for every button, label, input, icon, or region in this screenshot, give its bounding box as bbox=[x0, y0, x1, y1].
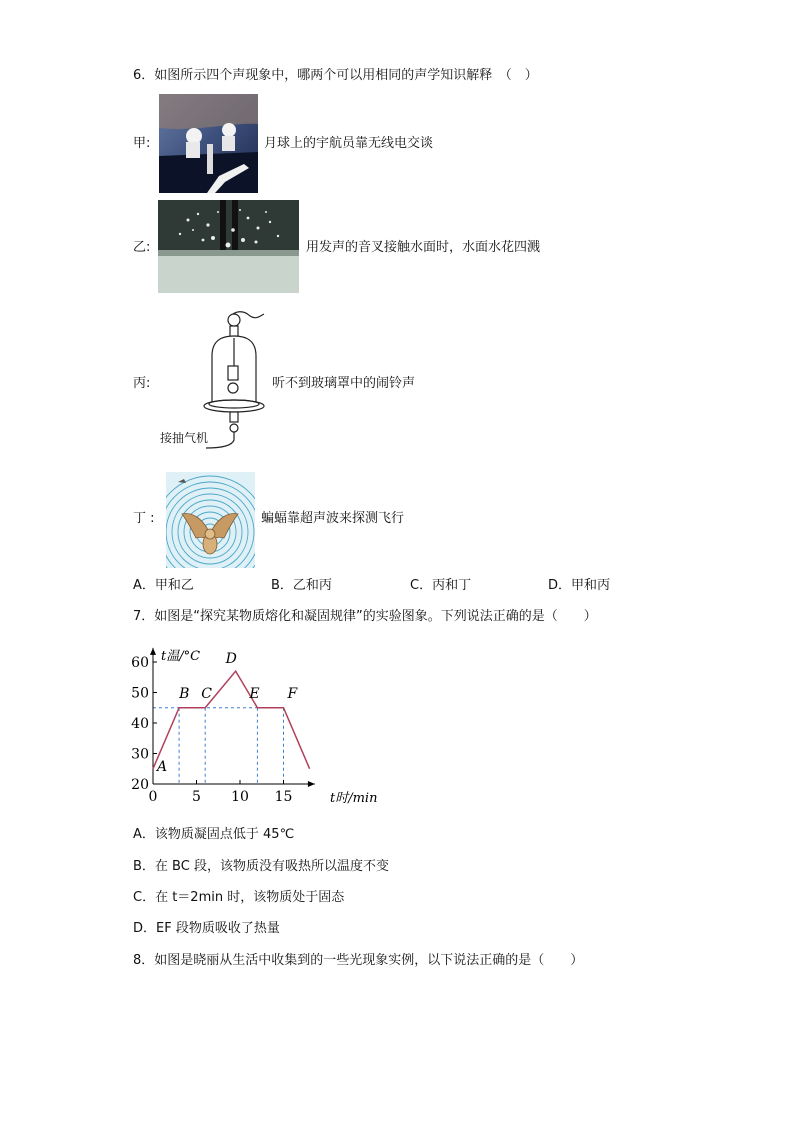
q6-option-b: B．乙和丙 bbox=[271, 578, 332, 593]
reference-dashed-lines bbox=[153, 708, 284, 784]
q6-item-caption-yi: 用发声的音叉接触水面时，水面水花四溅 bbox=[306, 240, 541, 255]
chart-tick-labels bbox=[131, 655, 292, 805]
x-tick-label: 0 bbox=[148, 789, 158, 805]
astronaut-photo bbox=[159, 94, 258, 193]
y-axis-arrow bbox=[150, 648, 156, 655]
q6-option-a: A．甲和乙 bbox=[133, 578, 194, 593]
point-label-f: F bbox=[287, 685, 298, 702]
temperature-curve bbox=[153, 671, 310, 769]
y-tick-label: 40 bbox=[131, 716, 149, 732]
q6-item-caption-ding: 蝙蝠靠超声波来探测飞行 bbox=[261, 511, 405, 526]
q6-item-label-yi: 乙: bbox=[133, 240, 151, 255]
x-axis-label: t时/min bbox=[330, 791, 378, 806]
q6-item-caption-bing: 听不到玻璃罩中的闹铃声 bbox=[272, 376, 416, 391]
tuning-fork-water-photo bbox=[158, 200, 299, 293]
q6-item-label-jia: 甲: bbox=[133, 136, 151, 151]
bell-jar-diagram bbox=[200, 308, 266, 454]
point-label-b: B bbox=[179, 685, 190, 702]
q6-item-label-bing: 丙: bbox=[133, 376, 151, 391]
q6-option-d: D．甲和丙 bbox=[548, 578, 611, 593]
point-label-c: C bbox=[201, 685, 212, 702]
point-label-d: D bbox=[225, 651, 237, 668]
q6-option-c: C．丙和丁 bbox=[410, 578, 472, 593]
point-label-e: E bbox=[249, 685, 260, 702]
q7-option-a: A．该物质凝固点低于 45℃ bbox=[133, 827, 295, 842]
q8-stem: 8．如图是晓丽从生活中收集到的一些光现象实例，以下说法正确的是（ ） bbox=[133, 953, 584, 968]
x-axis-arrow bbox=[308, 781, 315, 787]
y-tick-label: 20 bbox=[131, 777, 149, 793]
vacuum-pump-label: 接抽气机 bbox=[160, 431, 209, 445]
y-tick-label: 50 bbox=[131, 685, 149, 702]
x-tick-label: 10 bbox=[231, 789, 249, 805]
y-tick-label: 60 bbox=[131, 655, 149, 671]
q6-item-caption-jia: 月球上的宇航员靠无线电交谈 bbox=[264, 136, 434, 151]
y-axis-label: t温/°C bbox=[161, 649, 201, 664]
melting-curve-chart bbox=[125, 636, 385, 816]
q7-option-b: B．在 BC 段，该物质没有吸热所以温度不变 bbox=[133, 859, 389, 874]
x-tick-label: 5 bbox=[192, 789, 201, 805]
q7-option-d: D．EF 段物质吸收了热量 bbox=[133, 921, 280, 936]
q7-stem: 7．如图是“探究某物质熔化和凝固规律”的实验图象。下列说法正确的是（ ） bbox=[133, 609, 597, 624]
point-label-a: A bbox=[157, 758, 168, 775]
q7-option-c: C．在 t＝2min 时，该物质处于固态 bbox=[133, 890, 345, 905]
bat-echolocation-diagram bbox=[166, 472, 255, 568]
y-tick-label: 30 bbox=[131, 746, 149, 763]
x-tick-label: 15 bbox=[274, 789, 293, 805]
q6-item-label-ding: 丁 : bbox=[133, 511, 155, 526]
q6-stem: 6．如图所示四个声现象中，哪两个可以用相同的声学知识解释 （ ） bbox=[133, 68, 538, 83]
